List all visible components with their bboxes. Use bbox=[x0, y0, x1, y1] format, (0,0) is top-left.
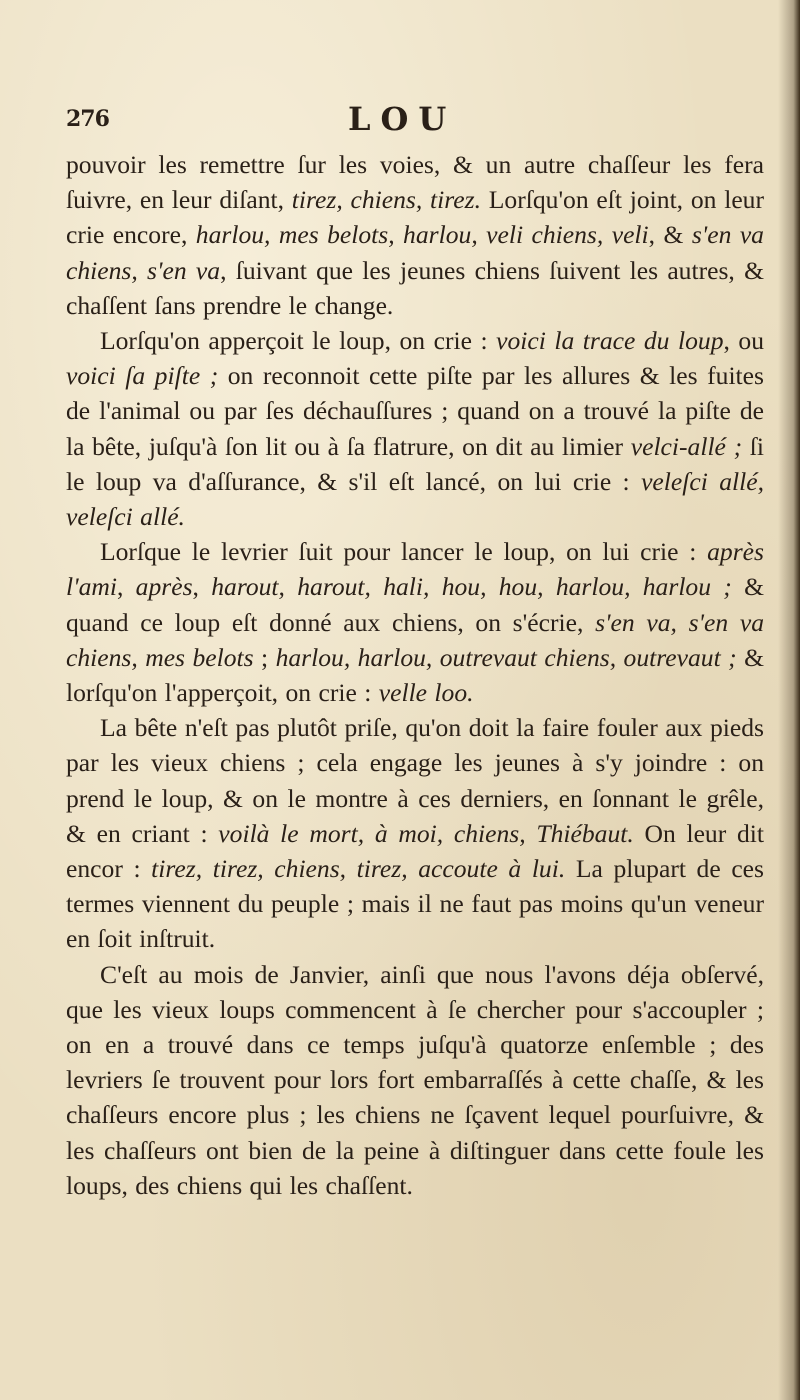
text-run: , ou bbox=[723, 326, 765, 356]
page-header bbox=[66, 100, 766, 144]
paragraph bbox=[66, 534, 764, 710]
text-run: on reconnoit cette piſte par les allures & les fuites de l'animal ou par ſes déchauſſures ; quand on a trouvé la piſte de la bête, juſqu'à ſon lit ou à ſa flatrure, on dit au limier bbox=[66, 361, 764, 461]
italic-text-run: après bbox=[135, 572, 193, 602]
italic-text-run: après l'ami bbox=[66, 537, 764, 602]
body-text bbox=[66, 147, 764, 1203]
italic-text-run: voici ſa piſte ; bbox=[66, 361, 219, 391]
paragraph bbox=[66, 323, 764, 534]
text-run: , & bbox=[648, 220, 692, 250]
running-head: LOU bbox=[348, 100, 457, 138]
binding-shadow bbox=[778, 0, 800, 1400]
text-run: & quand ce loup eſt donné aux chiens, on s'écrie, bbox=[66, 572, 765, 637]
italic-text-run: harout, harout, hali, hou, hou, harlou, harlou ; bbox=[211, 572, 732, 602]
paragraph bbox=[66, 710, 764, 956]
paragraph bbox=[66, 957, 764, 1203]
italic-text-run: s'en va chiens, s'en va bbox=[66, 220, 764, 285]
text-run: La bête n'eſt pas plutôt priſe, qu'on doit la faire fouler aux pieds par les vieux chiens ; cela engage les jeunes à s'y joindre : on prend le loup, & on le montre à ces derniers, en ſonnant le grêle, & en criant : bbox=[66, 713, 764, 848]
italic-text-run: tirez, chiens, tirez. bbox=[291, 185, 482, 215]
text-run: Lorſqu'on eſt joint, on leur crie encore, bbox=[66, 185, 764, 250]
text-run: Lorſque le levrier ſuit pour lancer le loup, on lui crie : bbox=[100, 537, 708, 567]
text-run: Lorſqu'on apperçoit le loup, on crie : bbox=[100, 326, 497, 356]
text-run: , bbox=[192, 572, 212, 602]
text-run: ſi le loup va d'aſſurance, & s'il eſt lancé, on lui crie : bbox=[66, 431, 764, 496]
italic-text-run: voici la trace du loup bbox=[496, 326, 724, 356]
italic-text-run: harlou, harlou, outrevaut chiens, outrevaut ; bbox=[275, 642, 737, 672]
text-run: ; bbox=[253, 642, 276, 672]
text-run: La plupart de ces termes viennent du peuple ; mais il ne faut pas moins qu'un veneur en ſoit inſtruit. bbox=[66, 854, 765, 954]
italic-text-run: harlou, mes belots, harlou, veli chiens, veli bbox=[195, 220, 649, 250]
paragraph bbox=[66, 147, 764, 323]
italic-text-run: s'en va, s'en va chiens, mes belots bbox=[66, 607, 765, 672]
italic-text-run: velle loo. bbox=[378, 678, 474, 708]
italic-text-run: veleſci allé, veleſci allé. bbox=[66, 466, 764, 532]
text-run: , bbox=[116, 572, 136, 602]
italic-text-run: voilà le mort, à moi, chiens, Thiébaut. bbox=[218, 818, 634, 848]
text-run: C'eſt au mois de Janvier, ainſi que nous l'avons déja obſervé, que les vieux loups commencent à ſe chercher pour s'accoupler ; on en a trouvé dans ce temps juſqu'à quatorze enſemble ; des levriers ſe trouvent pour lors fort embarraſſés à cette chaſſe, & les chaſſeurs encore plus ; les chiens ne ſçavent lequel pourſuivre, & les chaſſeurs ont bien de la peine à diſtinguer dans cette foule les loups, des chiens qui les chaſſent. bbox=[66, 959, 764, 1200]
page-number: 276 bbox=[66, 106, 109, 132]
text-run: pouvoir les remettre ſur les voies, & un autre chaſſeur les fera ſuivre, en leur diſant, bbox=[66, 150, 764, 215]
italic-text-run: velci-allé ; bbox=[630, 431, 743, 461]
italic-text-run: tirez, tirez, chiens, tirez, accoute à lui. bbox=[151, 854, 566, 884]
text-run: , ſuivant que les jeunes chiens ſuivent les autres, & chaſſent ſans prendre le change. bbox=[66, 255, 764, 320]
text-run: & lorſqu'on l'apperçoit, on crie : bbox=[66, 642, 764, 708]
text-run: On leur dit encor : bbox=[66, 818, 764, 884]
